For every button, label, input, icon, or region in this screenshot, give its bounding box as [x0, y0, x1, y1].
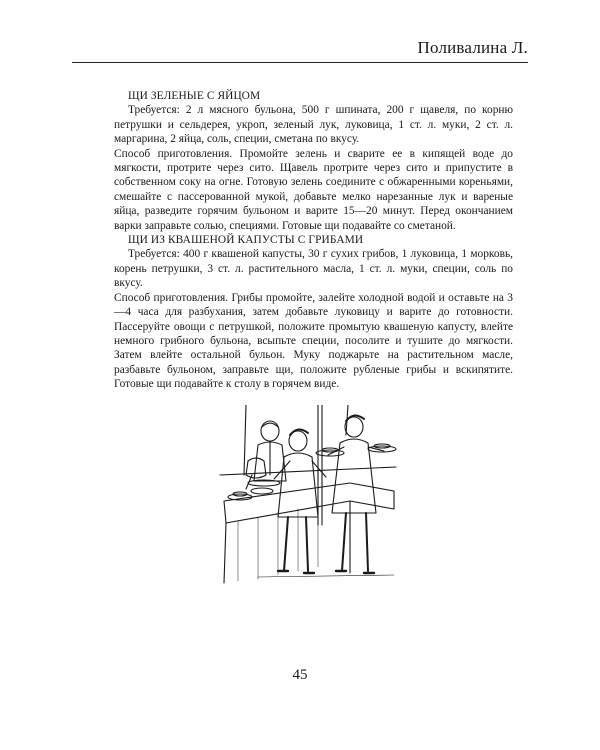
- recipe-method: Способ приготовления. Промойте зелень и сварите ее в кипящей воде до мягкости, протрите через сито. Щавель протрите через сито и припустите в собственном соку на огне. Готовую зелень соедините с обжаренными кореньями, смешайте с пассерованной мукой, добавьте мелко нарезанные лук и вареные яйца, разведите горячим бульоном и варите 15—20 минут. Перед окончанием варки заправьте солью, специями. Готовые щи подавайте со сметаной.: [114, 147, 513, 232]
- recipe-ingredients: Требуется: 2 л мясного бульона, 500 г шпината, 200 г щавеля, по корню петрушки и сельдерея, укроп, зеленый лук, луковица, 1 ст. л. муки, 2 ст. л. маргарина, 2 яйца, соль, специи, сметана по вкусу.: [114, 104, 513, 146]
- tavern-waiters-illustration: [218, 405, 398, 585]
- recipe-method: Способ приготовления. Грибы промойте, залейте холодной водой и оставьте на 3—4 часа для разбухания, затем добавьте луковицу и варите до готовности. Пассеруйте овощи с петрушкой, положите промытую квашеную капусту, влейте немного грибного бульона, всыпьте специи, посолите и тушите до мягкости. Затем влейте остальной бульон. Муку поджарьте на растительном масле, разбавьте бульоном, заправьте щи, положите рубленые грибы и вскипятите. Готовые щи подавайте к столу в горячем виде.: [114, 291, 513, 391]
- page-number: 45: [292, 667, 308, 683]
- page-content: [114, 89, 513, 392]
- running-head-author: Поливалина Л.: [417, 38, 528, 57]
- recipe-ingredients: Требуется: 400 г квашеной капусты, 30 г сухих грибов, 1 луковица, 1 морковь, корень петрушки, 3 ст. л. растительного масла, 1 ст. л. муки, специи, соль по вкусу.: [114, 248, 513, 290]
- recipe-title: ЩИ ЗЕЛЕНЫЕ С ЯЙЦОМ: [128, 90, 261, 102]
- running-header: [72, 26, 528, 63]
- recipe-title: ЩИ ИЗ КВАШЕНОЙ КАПУСТЫ С ГРИБАМИ: [128, 234, 364, 247]
